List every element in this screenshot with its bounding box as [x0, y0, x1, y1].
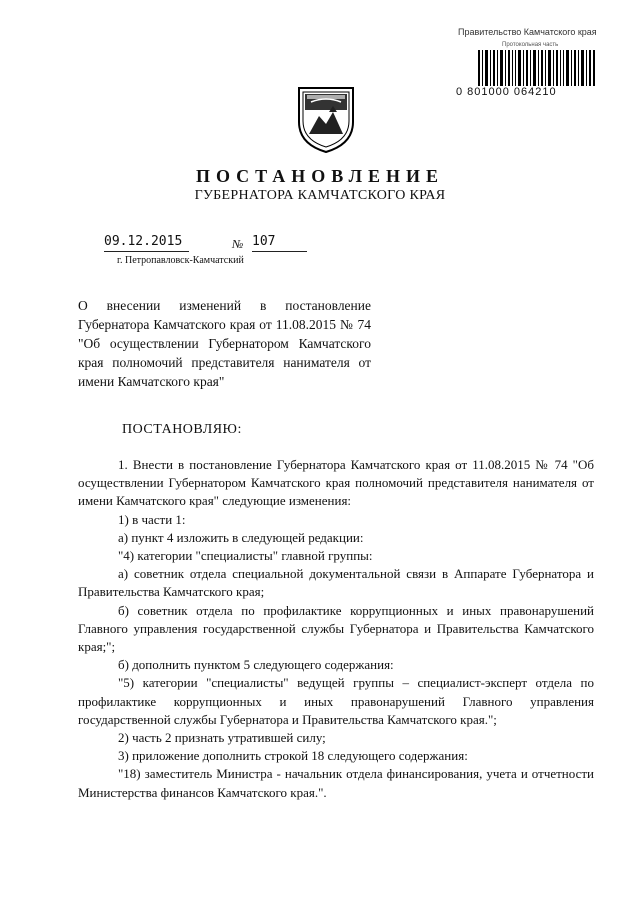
paragraph-item-b: б) дополнить пунктом 5 следующего содержания: [118, 657, 394, 673]
resolve-heading: ПОСТАНОВЛЯЮ: [122, 422, 242, 437]
paragraph-1: 1. Внести в постановление Губернатора Камчатского края от 11.08.2015 № 74 "Об осуществлении Губернатором Камчатского края полномочий представителя нанимателя от имени Камчатского края" следующие изменения: [78, 457, 594, 509]
number-label: № [232, 237, 244, 251]
stamp-organization: Правительство Камчатского края [458, 27, 597, 37]
document-date: 09.12.2015 [104, 234, 189, 252]
barcode-image [478, 50, 596, 90]
stamp-subtitle: Протокольная часть [502, 42, 559, 48]
paragraph-point4-b: б) советник отдела по профилактике коррупционных и иных правонарушений Главного управления государственной службы Губернатора и Правительства Камчатского края;"; [78, 602, 594, 655]
paragraph-row18: "18) заместитель Министра - начальник отдела финансирования, учета и отчетности Министерства финансов Камчатского края.". [78, 766, 594, 800]
paragraph-point5: "5) категории "специалисты" ведущей группы – специалист-эксперт отдела по профилактике коррупционных и иных правонарушений Главного управления государственной службы Губернатора и Правительства Камчатского края."; [78, 675, 594, 727]
kamchatka-emblem-icon [295, 84, 357, 154]
subject-text: О внесении изменений в постановление Губернатора Камчатского края от 11.08.2015 № 74 "Об осуществлении Губернатором Камчатского края полномочий представителя нанимателя от имени Камчатского края" [78, 298, 371, 389]
document-city: г. Петропавловск-Камчатский [117, 255, 244, 266]
barcode-number: 0 801000 064210 [456, 86, 606, 98]
paragraph-item-a: а) пункт 4 изложить в следующей редакции: [118, 529, 364, 545]
document-subject [78, 296, 371, 391]
paragraph-point4: "4) категории "специалисты" главной группы: [118, 548, 373, 564]
paragraph-part2: 2) часть 2 признать утратившей силу; [118, 730, 326, 746]
paragraph-point4-a: а) советник отдела специальной документальной связи в Аппарате Губернатора и Правительства Камчатского края; [78, 566, 594, 600]
document-body [78, 456, 594, 802]
paragraph-part1: 1) в части 1: [118, 511, 186, 527]
document-subtitle: ГУБЕРНАТОРА КАМЧАТСКОГО КРАЯ [194, 188, 446, 203]
document-title: ПОСТАНОВЛЕНИЕ [195, 166, 445, 186]
document-number: 107 [252, 234, 307, 252]
paragraph-appendix: 3) приложение дополнить строкой 18 следующего содержания: [118, 748, 468, 764]
